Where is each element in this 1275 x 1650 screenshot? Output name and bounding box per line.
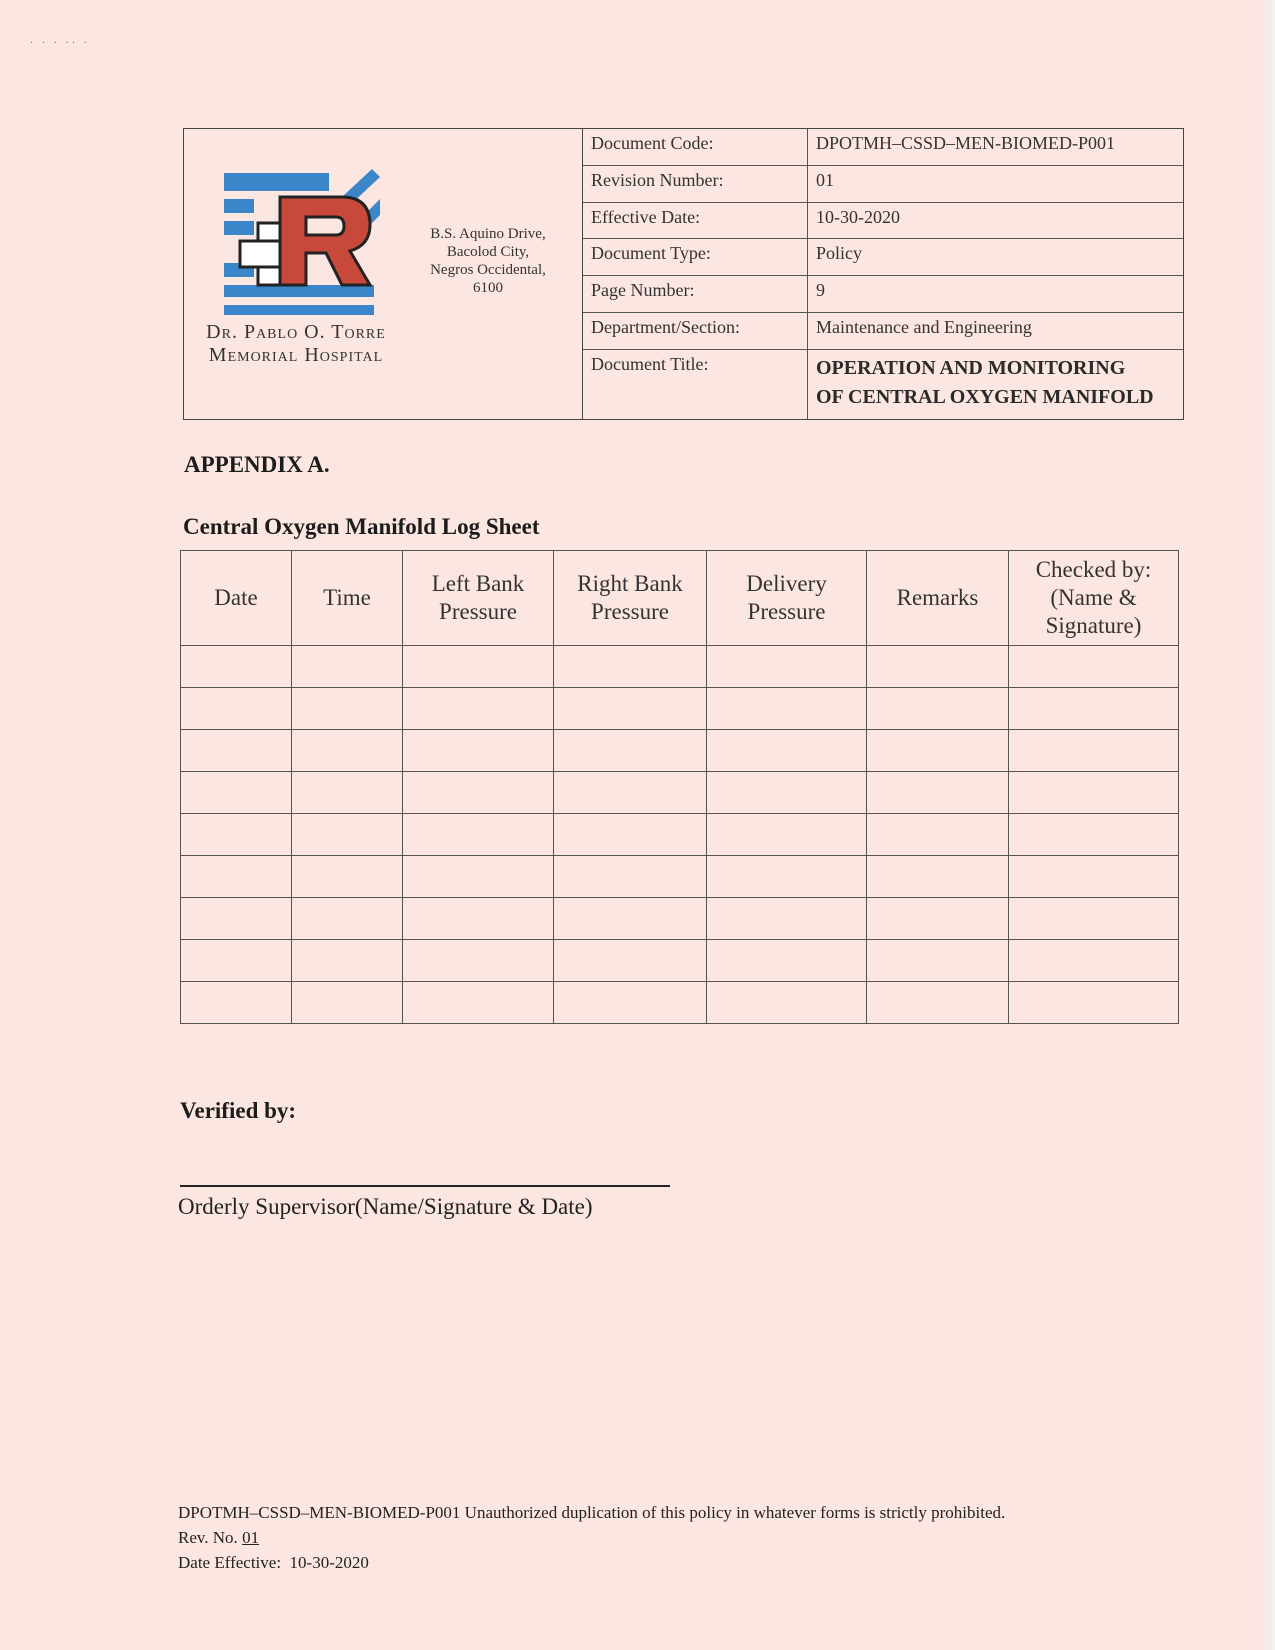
table-row <box>181 982 1179 1024</box>
table-cell[interactable] <box>707 982 867 1024</box>
table-cell[interactable] <box>707 898 867 940</box>
column-header-date: Date <box>181 551 292 646</box>
table-cell[interactable] <box>1009 688 1179 730</box>
document-header <box>183 128 1184 420</box>
table-cell[interactable] <box>707 646 867 688</box>
table-cell[interactable] <box>403 940 554 982</box>
table-cell[interactable] <box>403 730 554 772</box>
document-title <box>808 349 1184 419</box>
document-title-line: OF CENTRAL OXYGEN MANIFOLD <box>816 385 1154 408</box>
table-cell[interactable] <box>1009 814 1179 856</box>
document-footer <box>178 1500 1005 1575</box>
table-cell[interactable] <box>181 814 292 856</box>
table-cell[interactable] <box>554 814 707 856</box>
table-cell[interactable] <box>181 898 292 940</box>
table-cell[interactable] <box>707 688 867 730</box>
hospital-name: Dr. Pablo O. Torre Memorial Hospital <box>206 321 386 366</box>
table-cell[interactable] <box>867 898 1009 940</box>
hospital-logo-icon <box>222 167 382 317</box>
table-cell[interactable] <box>554 646 707 688</box>
column-header-time: Time <box>292 551 403 646</box>
info-label: Document Title: <box>583 349 808 419</box>
table-cell[interactable] <box>867 730 1009 772</box>
table-cell[interactable] <box>292 856 403 898</box>
info-row-department <box>583 312 1183 349</box>
info-row-document-title <box>583 349 1183 419</box>
table-cell[interactable] <box>181 940 292 982</box>
table-row <box>181 898 1179 940</box>
column-header-right-bank-pressure: Right Bank Pressure <box>554 551 707 646</box>
info-value: Maintenance and Engineering <box>808 312 1184 349</box>
table-cell[interactable] <box>292 646 403 688</box>
table-cell[interactable] <box>403 898 554 940</box>
table-cell[interactable] <box>1009 940 1179 982</box>
logo-cell <box>184 129 583 419</box>
table-cell[interactable] <box>554 688 707 730</box>
log-sheet-table <box>180 550 1179 1024</box>
table-row <box>181 772 1179 814</box>
table-cell[interactable] <box>554 772 707 814</box>
info-label: Revision Number: <box>583 165 808 202</box>
table-row <box>181 688 1179 730</box>
footer-revision: Rev. No. 01 <box>178 1528 260 1547</box>
table-cell[interactable] <box>403 772 554 814</box>
info-value: DPOTMH–CSSD–MEN-BIOMED-P001 <box>808 129 1184 165</box>
signature-line[interactable] <box>180 1185 670 1187</box>
table-row <box>181 730 1179 772</box>
table-cell[interactable] <box>403 646 554 688</box>
verified-by-label: Verified by: <box>180 1098 297 1123</box>
table-cell[interactable] <box>1009 646 1179 688</box>
info-label: Page Number: <box>583 276 808 313</box>
table-cell[interactable] <box>181 982 292 1024</box>
document-title-line: OPERATION AND MONITORING <box>816 356 1126 379</box>
table-cell[interactable] <box>181 646 292 688</box>
info-value: 9 <box>808 276 1184 313</box>
table-cell[interactable] <box>1009 898 1179 940</box>
table-cell[interactable] <box>181 730 292 772</box>
table-cell[interactable] <box>292 730 403 772</box>
log-sheet-heading: Central Oxygen Manifold Log Sheet <box>183 514 540 539</box>
table-cell[interactable] <box>867 814 1009 856</box>
info-row-page-number <box>583 276 1183 313</box>
info-value: 01 <box>808 165 1184 202</box>
info-label: Effective Date: <box>583 202 808 239</box>
table-cell[interactable] <box>292 772 403 814</box>
footer-date-effective: Date Effective: 10-30-2020 <box>178 1553 369 1572</box>
table-row <box>181 856 1179 898</box>
info-row-effective-date <box>583 202 1183 239</box>
column-header-checked-by: Checked by: (Name & Signature) <box>1009 551 1179 646</box>
table-cell[interactable] <box>403 814 554 856</box>
footer-notice: DPOTMH–CSSD–MEN-BIOMED-P001 Unauthorized duplication of this policy in whatever forms is strictly prohibited. <box>178 1503 1006 1522</box>
column-header-remarks: Remarks <box>867 551 1009 646</box>
table-cell[interactable] <box>707 772 867 814</box>
info-label: Document Code: <box>583 129 808 165</box>
table-cell[interactable] <box>554 730 707 772</box>
table-cell[interactable] <box>707 814 867 856</box>
table-cell[interactable] <box>707 856 867 898</box>
table-row <box>181 646 1179 688</box>
table-cell[interactable] <box>292 940 403 982</box>
info-row-document-code <box>583 129 1183 165</box>
column-header-left-bank-pressure: Left Bank Pressure <box>403 551 554 646</box>
table-cell[interactable] <box>1009 982 1179 1024</box>
document-info-table <box>583 129 1183 419</box>
table-cell[interactable] <box>403 982 554 1024</box>
table-cell[interactable] <box>867 856 1009 898</box>
table-cell[interactable] <box>292 982 403 1024</box>
table-cell[interactable] <box>707 730 867 772</box>
table-cell[interactable] <box>292 898 403 940</box>
page-edge-shadow <box>1261 0 1275 1650</box>
info-value: Policy <box>808 239 1184 276</box>
info-label: Document Type: <box>583 239 808 276</box>
table-cell[interactable] <box>1009 730 1179 772</box>
table-cell[interactable] <box>403 688 554 730</box>
info-row-revision-number <box>583 165 1183 202</box>
table-cell[interactable] <box>181 856 292 898</box>
table-cell[interactable] <box>867 688 1009 730</box>
column-header-delivery-pressure: Delivery Pressure <box>707 551 867 646</box>
info-row-document-type <box>583 239 1183 276</box>
info-value: 10-30-2020 <box>808 202 1184 239</box>
table-cell[interactable] <box>181 772 292 814</box>
table-cell[interactable] <box>867 646 1009 688</box>
table-cell[interactable] <box>554 898 707 940</box>
signature-caption: Orderly Supervisor(Name/Signature & Date) <box>178 1194 593 1219</box>
table-cell[interactable] <box>707 940 867 982</box>
table-cell[interactable] <box>403 856 554 898</box>
hospital-address: B.S. Aquino Drive, Bacolod City, Negros Occidental, 6100 <box>430 226 546 296</box>
table-row <box>181 814 1179 856</box>
table-cell[interactable] <box>1009 772 1179 814</box>
table-cell[interactable] <box>292 814 403 856</box>
table-row <box>181 940 1179 982</box>
table-cell[interactable] <box>554 856 707 898</box>
table-cell[interactable] <box>1009 856 1179 898</box>
table-cell[interactable] <box>554 982 707 1024</box>
table-cell[interactable] <box>292 688 403 730</box>
info-label: Department/Section: <box>583 312 808 349</box>
log-header-row <box>181 551 1179 646</box>
scan-specks: · · · ·· · <box>30 38 90 49</box>
table-cell[interactable] <box>181 688 292 730</box>
appendix-heading: APPENDIX A. <box>184 452 330 477</box>
table-cell[interactable] <box>554 940 707 982</box>
table-cell[interactable] <box>867 940 1009 982</box>
table-cell[interactable] <box>867 772 1009 814</box>
table-cell[interactable] <box>867 982 1009 1024</box>
